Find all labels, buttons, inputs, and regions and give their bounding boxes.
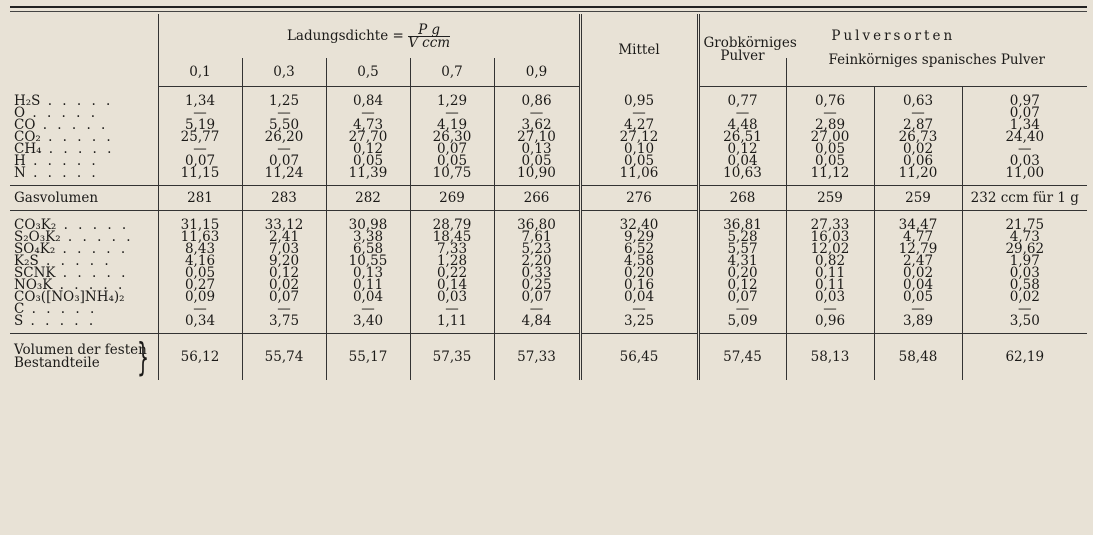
- value-cell: 0,13: [326, 267, 410, 279]
- value-cell: 11,12: [786, 167, 874, 186]
- value-cell: 0,05: [326, 155, 410, 167]
- value-cell: 1,34: [962, 119, 1087, 131]
- value-cell: 0,96: [786, 315, 874, 334]
- value-cell: 0,82: [786, 255, 874, 267]
- value-cell: 0,11: [326, 279, 410, 291]
- solid-row: [10, 315, 1087, 334]
- volumen-row: [10, 334, 1087, 381]
- value-cell: 27,10: [494, 131, 580, 143]
- value-cell: —: [242, 107, 326, 119]
- value-cell: 3,75: [242, 315, 326, 334]
- value-cell: 57,45: [698, 334, 786, 381]
- value-cell: 25,77: [158, 131, 242, 143]
- header-feinkorniges: Feinkörniges spanisches Pulver: [786, 46, 1087, 75]
- row-label: H₂S . . . . .: [14, 92, 114, 109]
- value-cell: 4,77: [874, 231, 962, 243]
- value-cell: 36,80: [494, 211, 580, 232]
- row-label: H . . . . .: [14, 153, 99, 169]
- row-label: Volumen der festen Bestandteile }: [14, 335, 150, 379]
- value-cell: 1,25: [242, 87, 326, 108]
- value-cell: 16,03: [786, 231, 874, 243]
- value-cell: 3,89: [874, 315, 962, 334]
- value-cell: 0,02: [874, 143, 962, 155]
- value-cell: 4,84: [494, 315, 580, 334]
- row-label: Gasvolumen: [10, 186, 158, 211]
- value-cell: 9,20: [242, 255, 326, 267]
- value-cell: 12,79: [874, 243, 962, 255]
- value-cell: 5,19: [158, 119, 242, 131]
- value-cell: 3,50: [962, 315, 1087, 334]
- row-label: CO₃K₂ . . . . .: [14, 217, 130, 233]
- density-col: 0,7: [410, 58, 494, 87]
- value-cell: 1,97: [962, 255, 1087, 267]
- value-cell: —: [158, 107, 242, 119]
- value-cell: 2,20: [494, 255, 580, 267]
- value-cell: 4,27: [580, 119, 698, 131]
- value-cell: 26,30: [410, 131, 494, 143]
- value-cell: 34,47: [874, 211, 962, 232]
- value-cell: 58,48: [874, 334, 962, 381]
- value-cell: 0,77: [698, 87, 786, 108]
- value-cell: 283: [242, 186, 326, 211]
- row-label: CO₃([NO₃]NH₄)₂: [14, 289, 125, 305]
- value-cell: 0,86: [494, 87, 580, 108]
- gas-row: [10, 87, 1087, 108]
- value-cell: 55,74: [242, 334, 326, 381]
- row-label: O . . . . .: [14, 105, 98, 121]
- density-col: 0,3: [242, 58, 326, 87]
- row-label: N . . . . .: [10, 167, 158, 186]
- value-cell: 0,02: [242, 279, 326, 291]
- value-cell: 57,35: [410, 334, 494, 381]
- value-cell: 0,07: [494, 291, 580, 303]
- value-cell: 4,58: [580, 255, 698, 267]
- value-cell: —: [410, 303, 494, 315]
- value-cell: 26,51: [698, 131, 786, 143]
- value-cell: 4,73: [962, 231, 1087, 243]
- row-label: CO . . . . .: [14, 117, 109, 133]
- value-cell: 0,04: [326, 291, 410, 303]
- value-cell: 0,58: [962, 279, 1087, 291]
- value-cell: —: [786, 107, 874, 119]
- value-cell: 0,07: [410, 143, 494, 155]
- value-cell: 5,09: [698, 315, 786, 334]
- value-cell: 0,95: [580, 87, 698, 108]
- header-row-bottom: [10, 58, 1087, 87]
- value-cell: —: [962, 143, 1087, 155]
- density-col: 0,9: [494, 58, 580, 87]
- value-cell: 62,19: [962, 334, 1087, 381]
- value-cell: —: [786, 303, 874, 315]
- value-cell: 282: [326, 186, 410, 211]
- value-cell: 57,33: [494, 334, 580, 381]
- value-cell: 29,62: [962, 243, 1087, 255]
- value-cell: 0,04: [698, 155, 786, 167]
- value-cell: 5,50: [242, 119, 326, 131]
- value-cell: 26,73: [874, 131, 962, 143]
- value-cell: 11,24: [242, 167, 326, 186]
- gas-composition-table: [10, 14, 1087, 380]
- gas-row: [10, 167, 1087, 186]
- value-cell: 55,17: [326, 334, 410, 381]
- gasvolumen-row: [10, 186, 1087, 211]
- value-cell: 0,33: [494, 267, 580, 279]
- value-cell: 28,79: [410, 211, 494, 232]
- value-cell: 56,45: [580, 334, 698, 381]
- value-cell: 281: [158, 186, 242, 211]
- top-rule: [10, 6, 1087, 8]
- value-cell: —: [580, 303, 698, 315]
- value-cell: —: [410, 107, 494, 119]
- row-label: K₂S . . . . .: [14, 253, 112, 269]
- value-cell: 0,03: [786, 291, 874, 303]
- value-cell: 268: [698, 186, 786, 211]
- header-ladungsdichte: Ladungsdichte = $\frac{\text{P g}}{\text{V ccm}}$: [158, 14, 580, 58]
- value-cell: 2,87: [874, 119, 962, 131]
- value-cell: 269: [410, 186, 494, 211]
- value-cell: 0,10: [580, 143, 698, 155]
- value-cell: 7,61: [494, 231, 580, 243]
- value-cell: 0,05: [494, 155, 580, 167]
- value-cell: 276: [580, 186, 698, 211]
- value-cell: 8,43: [158, 243, 242, 255]
- value-cell: 30,98: [326, 211, 410, 232]
- value-cell: 4,16: [158, 255, 242, 267]
- value-cell: 266: [494, 186, 580, 211]
- value-cell: 1,34: [158, 87, 242, 108]
- value-cell: 0,05: [158, 267, 242, 279]
- value-cell: 3,25: [580, 315, 698, 334]
- value-cell: 0,09: [158, 291, 242, 303]
- value-cell: —: [158, 303, 242, 315]
- value-cell: 7,33: [410, 243, 494, 255]
- value-cell: 56,12: [158, 334, 242, 381]
- value-cell: 27,33: [786, 211, 874, 232]
- value-cell: —: [698, 107, 786, 119]
- value-cell: 4,73: [326, 119, 410, 131]
- value-cell: —: [326, 303, 410, 315]
- header-grobkorniges: Grobkörniges Pulver: [698, 36, 786, 65]
- value-cell: 0,34: [158, 315, 242, 334]
- value-cell: 0,12: [698, 143, 786, 155]
- value-cell: 0,07: [962, 107, 1087, 119]
- value-cell: 58,13: [786, 334, 874, 381]
- value-cell: 11,20: [874, 167, 962, 186]
- value-cell: 0,05: [786, 143, 874, 155]
- value-cell: 0,20: [580, 267, 698, 279]
- value-cell: 11,63: [158, 231, 242, 243]
- value-cell: 6,52: [580, 243, 698, 255]
- value-cell: 0,05: [410, 155, 494, 167]
- solid-row: [10, 211, 1087, 232]
- value-cell: 26,20: [242, 131, 326, 143]
- value-cell: 3,40: [326, 315, 410, 334]
- value-cell: 0,11: [786, 267, 874, 279]
- value-cell: —: [242, 303, 326, 315]
- value-cell: 0,12: [242, 267, 326, 279]
- value-cell: 0,27: [158, 279, 242, 291]
- value-cell: 0,13: [494, 143, 580, 155]
- value-cell: 27,12: [580, 131, 698, 143]
- value-cell: 0,07: [158, 155, 242, 167]
- value-cell: 0,84: [326, 87, 410, 108]
- value-cell: 0,05: [580, 155, 698, 167]
- value-cell: —: [326, 107, 410, 119]
- value-cell: 0,25: [494, 279, 580, 291]
- value-cell: 1,11: [410, 315, 494, 334]
- value-cell: 6,58: [326, 243, 410, 255]
- value-cell: 3,62: [494, 119, 580, 131]
- value-cell: 0,05: [874, 291, 962, 303]
- row-label: SO₄K₂ . . . . .: [14, 241, 129, 257]
- value-cell: 0,05: [786, 155, 874, 167]
- value-cell: 9,29: [580, 231, 698, 243]
- value-cell: 7,03: [242, 243, 326, 255]
- value-cell: 24,40: [962, 131, 1087, 143]
- top-rule-thin: [10, 11, 1087, 12]
- value-cell: 10,55: [326, 255, 410, 267]
- value-cell: 4,48: [698, 119, 786, 131]
- value-cell: 0,12: [326, 143, 410, 155]
- value-cell: 0,04: [874, 279, 962, 291]
- row-label: CH₄ . . . . .: [14, 141, 115, 157]
- value-cell: 21,75: [962, 211, 1087, 232]
- value-cell: —: [494, 303, 580, 315]
- value-cell: 5,23: [494, 243, 580, 255]
- value-cell: 2,47: [874, 255, 962, 267]
- density-col: 0,1: [158, 58, 242, 87]
- value-cell: 0,03: [962, 155, 1087, 167]
- value-cell: 36,81: [698, 211, 786, 232]
- value-cell: 10,90: [494, 167, 580, 186]
- value-cell: —: [698, 303, 786, 315]
- value-cell: 0,14: [410, 279, 494, 291]
- value-cell: —: [158, 143, 242, 155]
- value-cell: 0,03: [962, 267, 1087, 279]
- solid-row: [10, 291, 1087, 303]
- value-cell: 4,31: [698, 255, 786, 267]
- value-cell: 10,63: [698, 167, 786, 186]
- density-fraction: $\frac{\text{P g}}{\text{V ccm}}$: [408, 21, 451, 51]
- value-cell: —: [874, 303, 962, 315]
- value-cell: 33,12: [242, 211, 326, 232]
- value-cell: 27,70: [326, 131, 410, 143]
- value-cell: 0,07: [698, 291, 786, 303]
- header-mittel: Mittel: [580, 14, 698, 87]
- value-cell: 0,63: [874, 87, 962, 108]
- value-cell: 0,04: [580, 291, 698, 303]
- value-cell: 0,97: [962, 87, 1087, 108]
- header-pulversorten: Pulversorten: [698, 14, 1087, 58]
- row-label: NO₃K . . . . .: [14, 277, 126, 293]
- value-cell: 2,41: [242, 231, 326, 243]
- value-cell: 0,06: [874, 155, 962, 167]
- value-cell: 11,00: [962, 167, 1087, 186]
- value-cell: —: [494, 107, 580, 119]
- value-cell: 12,02: [786, 243, 874, 255]
- row-label: S₂O₃K₂ . . . . .: [14, 229, 134, 245]
- value-cell: 0,16: [580, 279, 698, 291]
- value-cell: 1,29: [410, 87, 494, 108]
- value-cell: 11,06: [580, 167, 698, 186]
- value-cell: 1,28: [410, 255, 494, 267]
- value-cell: 31,15: [158, 211, 242, 232]
- value-cell: 10,75: [410, 167, 494, 186]
- density-col: 0,5: [326, 58, 410, 87]
- value-cell: —: [580, 107, 698, 119]
- value-cell: 11,39: [326, 167, 410, 186]
- value-cell: 3,38: [326, 231, 410, 243]
- value-cell: 259: [786, 186, 874, 211]
- value-cell: 0,02: [962, 291, 1087, 303]
- row-label: C . . . . .: [14, 301, 98, 317]
- value-cell: 0,20: [698, 267, 786, 279]
- value-cell: 32,40: [580, 211, 698, 232]
- value-cell: 232 ccm für 1 g: [962, 186, 1087, 211]
- value-cell: —: [962, 303, 1087, 315]
- value-cell: 0,07: [242, 291, 326, 303]
- value-cell: 0,07: [242, 155, 326, 167]
- value-cell: 2,89: [786, 119, 874, 131]
- value-cell: 259: [874, 186, 962, 211]
- value-cell: 4,19: [410, 119, 494, 131]
- value-cell: 0,12: [698, 279, 786, 291]
- value-cell: 5,28: [698, 231, 786, 243]
- header-blank: [10, 14, 158, 87]
- value-cell: 11,15: [158, 167, 242, 186]
- value-cell: —: [874, 107, 962, 119]
- value-cell: 0,76: [786, 87, 874, 108]
- row-label: S . . . . .: [10, 315, 158, 334]
- value-cell: 0,22: [410, 267, 494, 279]
- value-cell: —: [242, 143, 326, 155]
- row-label: CO₂ . . . . .: [14, 129, 114, 145]
- value-cell: 0,02: [874, 267, 962, 279]
- row-label: SCNK . . . . .: [14, 265, 129, 281]
- value-cell: 0,03: [410, 291, 494, 303]
- value-cell: 18,45: [410, 231, 494, 243]
- value-cell: 0,11: [786, 279, 874, 291]
- value-cell: 27,00: [786, 131, 874, 143]
- value-cell: 5,57: [698, 243, 786, 255]
